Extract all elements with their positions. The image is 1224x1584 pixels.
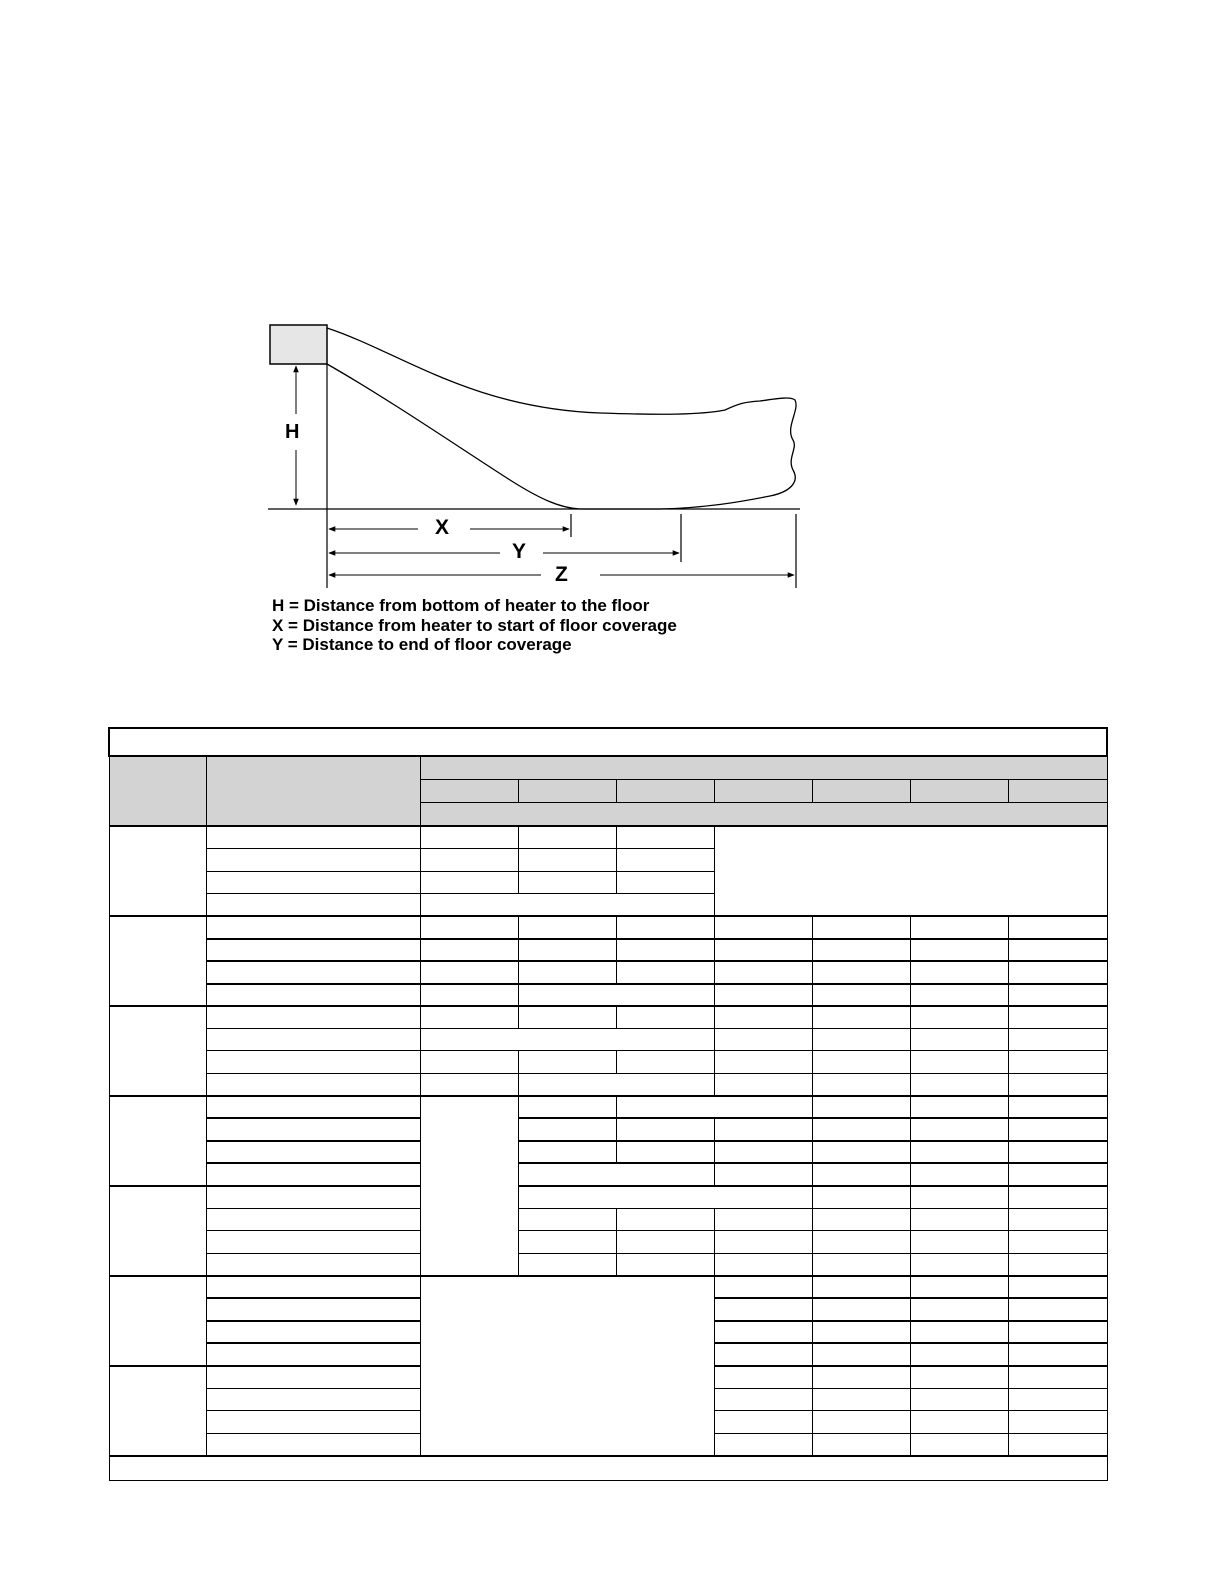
table-cell [714,1253,812,1275]
legend-line-h: H = Distance from bottom of heater to the floor [272,596,650,615]
table-cell [714,1276,812,1298]
table-cell [714,1118,812,1140]
table-cell [714,1208,812,1230]
table-header-cell [420,779,518,803]
table-cell [812,1096,910,1118]
table-title [109,728,1107,756]
legend-line-y: Y = Distance to end of floor coverage [272,635,572,654]
table-cell [812,961,910,983]
table-cell [1008,1006,1107,1028]
table-cell [616,961,714,983]
table-cell [910,1298,1008,1320]
table-cell [812,1276,910,1298]
table-cell [812,939,910,961]
table-cell [420,1006,518,1028]
table-cell [910,1118,1008,1140]
table-cell [1008,1388,1107,1410]
table-cell [1008,984,1107,1006]
table-cell [714,826,1107,916]
table-cell [206,961,420,983]
table-cell [910,1276,1008,1298]
table-cell [206,1006,420,1028]
table-cell [420,1096,518,1276]
table-cell [518,871,616,893]
table-cell [616,916,714,938]
table-cell [714,1231,812,1253]
table-cell [518,1006,616,1028]
table-cell [420,916,518,938]
table-cell [812,1208,910,1230]
table-cell [518,961,616,983]
x-label: X [435,516,450,539]
table-cell [910,1163,1008,1185]
table-cell [206,1163,420,1185]
h-label: H [285,421,300,443]
table-cell [812,1118,910,1140]
table-cell [206,1051,420,1073]
table-footnote [109,1456,1107,1481]
table-cell [616,826,714,848]
table-cell [616,1253,714,1275]
table-cell [616,849,714,871]
table-header-cell [206,756,420,827]
table-cell [1008,1186,1107,1208]
table-cell [812,1253,910,1275]
table-cell [109,1006,206,1096]
table-row [109,1276,1107,1298]
table-cell [812,1029,910,1051]
table-cell [518,916,616,938]
table-cell [109,1186,206,1276]
heater-unit [270,325,327,364]
table-cell [910,1388,1008,1410]
table-cell [616,871,714,893]
table-cell [714,1298,812,1320]
table-cell [206,916,420,938]
table-cell [206,849,420,871]
table-row [109,916,1107,938]
air-throw-plume [327,328,796,509]
table-cell [206,984,420,1006]
table-cell [910,1208,1008,1230]
table-cell [812,1141,910,1163]
table-cell [616,939,714,961]
table-cell [812,1321,910,1343]
table-header-cell [420,803,1107,827]
table-cell [714,1029,812,1051]
table-cell [206,1366,420,1388]
table-cell [714,1366,812,1388]
table-cell [518,1186,812,1208]
table-row [109,1051,1107,1073]
table-cell [518,1253,616,1275]
table-row [109,1118,1107,1140]
legend-line-x: X = Distance from heater to start of floor coverage [272,616,677,635]
table-cell [518,1141,616,1163]
table-cell [206,826,420,848]
table-cell [910,1096,1008,1118]
table-cell [1008,939,1107,961]
table-cell [714,1411,812,1433]
table-header-cell [420,756,1107,780]
table-cell [910,916,1008,938]
table-cell [812,1186,910,1208]
table-cell [1008,1253,1107,1275]
table-cell [206,1411,420,1433]
table-header-cell [910,779,1008,803]
table-cell [910,1029,1008,1051]
table-row [109,939,1107,961]
table-cell [812,916,910,938]
table-cell [109,826,206,916]
air-throw-diagram [0,0,1224,700]
table-cell [420,826,518,848]
table-cell [109,916,206,1006]
table-cell [518,1231,616,1253]
table-cell [206,1118,420,1140]
table-cell [616,1096,812,1118]
table-cell [910,984,1008,1006]
table-cell [109,1276,206,1366]
table-cell [420,1051,518,1073]
table-cell [910,1411,1008,1433]
table-cell [518,849,616,871]
table-cell [206,1096,420,1118]
table-cell [206,1298,420,1320]
table-cell [616,1118,714,1140]
table-cell [1008,1321,1107,1343]
table-cell [812,984,910,1006]
table-cell [206,1343,420,1365]
table-cell [1008,961,1107,983]
table-cell [910,1343,1008,1365]
table-row [109,1186,1107,1208]
table-row [109,984,1107,1006]
table-cell [518,1073,714,1095]
table-cell [812,1433,910,1455]
table-cell [812,1298,910,1320]
table-cell [206,1388,420,1410]
table-cell [206,1141,420,1163]
table-cell [518,1163,714,1185]
table-cell [812,1411,910,1433]
table-cell [910,1073,1008,1095]
table-cell [910,961,1008,983]
table-cell [1008,1411,1107,1433]
table-cell [910,939,1008,961]
table-cell [616,1231,714,1253]
z-label: Z [555,563,568,586]
table-cell [1008,1343,1107,1365]
table-row [109,1141,1107,1163]
table-header-cell [1008,779,1107,803]
table-cell [206,1073,420,1095]
table-cell [910,1051,1008,1073]
table-cell [714,1006,812,1028]
table-header-cell [812,779,910,803]
table-cell [518,1208,616,1230]
table-row [109,1231,1107,1253]
table-cell [616,1141,714,1163]
table-cell [1008,1163,1107,1185]
table-cell [206,1029,420,1051]
table-cell [206,1321,420,1343]
table-cell [812,1388,910,1410]
table-cell [518,984,714,1006]
table-row [109,1096,1107,1118]
table-row [109,1006,1107,1028]
table-cell [714,1141,812,1163]
table-cell [910,1433,1008,1455]
table-cell [420,984,518,1006]
table-cell [420,939,518,961]
table-cell [812,1073,910,1095]
table-header-cell [616,779,714,803]
table-cell [1008,1096,1107,1118]
table-cell [616,1208,714,1230]
table-cell [714,1163,812,1185]
table-cell [812,1051,910,1073]
table-row [109,826,1107,848]
table-cell [1008,1366,1107,1388]
table-cell [616,1006,714,1028]
table-header-cell [518,779,616,803]
table-cell [1008,916,1107,938]
table-cell [518,1118,616,1140]
table-cell [206,939,420,961]
table-cell [812,1163,910,1185]
air-throw-table [108,727,1108,1481]
table-cell [109,1366,206,1456]
table-cell [1008,1433,1107,1455]
table-cell [1008,1073,1107,1095]
table-cell [420,1276,714,1456]
table-row [109,1208,1107,1230]
table-cell [518,939,616,961]
table-cell [518,1051,616,1073]
table-cell [420,849,518,871]
table-cell [1008,1141,1107,1163]
table-cell [910,1231,1008,1253]
table-cell [714,1321,812,1343]
table-row [109,1253,1107,1275]
table-cell [1008,1029,1107,1051]
table-cell [420,1073,518,1095]
table-cell [910,1006,1008,1028]
table-header-cell [109,756,206,827]
table-cell [714,1073,812,1095]
table-cell [812,1231,910,1253]
table-cell [420,871,518,893]
table-cell [714,961,812,983]
table-cell [518,1096,616,1118]
table-cell [1008,1276,1107,1298]
table-cell [518,826,616,848]
table-cell [910,1321,1008,1343]
table-cell [206,1186,420,1208]
table-cell [206,871,420,893]
table-cell [206,1276,420,1298]
table-cell [109,1096,206,1186]
table-row [109,961,1107,983]
table-cell [616,1051,714,1073]
table-cell [910,1186,1008,1208]
table-cell [910,1366,1008,1388]
table-cell [714,1433,812,1455]
table-cell [714,984,812,1006]
table-cell [420,894,714,916]
table-cell [206,1231,420,1253]
table-cell [714,916,812,938]
table-cell [206,1208,420,1230]
table-cell [1008,1208,1107,1230]
table-row [109,1029,1107,1051]
table-cell [714,1051,812,1073]
table-cell [714,1388,812,1410]
table-cell [910,1253,1008,1275]
table-cell [420,1029,714,1051]
table-cell [1008,1118,1107,1140]
table-cell [812,1366,910,1388]
table-cell [714,939,812,961]
table-cell [420,961,518,983]
table-cell [1008,1298,1107,1320]
table-cell [206,1253,420,1275]
table-cell [812,1343,910,1365]
y-label: Y [512,540,527,563]
table-cell [714,1343,812,1365]
table-header-cell [714,779,812,803]
table-row [109,1163,1107,1185]
table-cell [812,1006,910,1028]
table-cell [206,1433,420,1455]
table-cell [910,1141,1008,1163]
table-cell [1008,1051,1107,1073]
table-row [109,1073,1107,1095]
table-cell [206,894,420,916]
table-cell [1008,1231,1107,1253]
